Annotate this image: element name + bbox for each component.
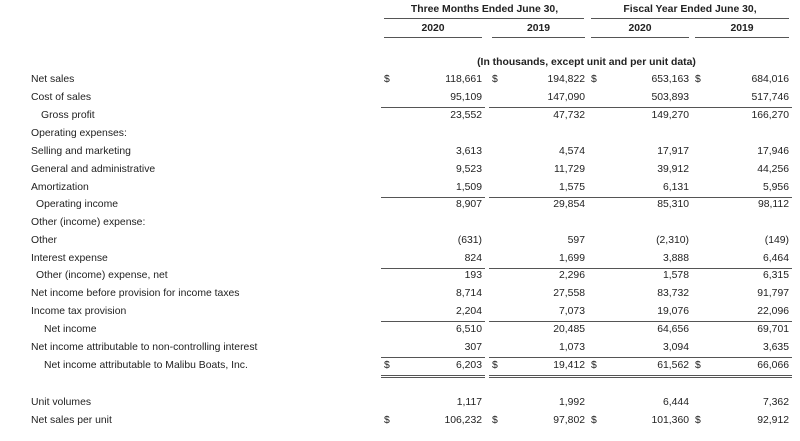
value-cell: [588, 143, 692, 161]
cell-value: 147,090: [547, 92, 585, 103]
value-cell: [381, 394, 485, 412]
cell-value: 101,360: [651, 415, 689, 426]
value-cell: [381, 285, 485, 303]
cell-value: 193: [464, 270, 482, 281]
value-cell: [381, 267, 485, 285]
year-header-fy-2020: 2020: [628, 23, 652, 34]
year-header-3m-2020: 2020: [421, 23, 445, 34]
row-label: Unit volumes: [31, 397, 92, 408]
row-label: Operating income: [36, 199, 119, 210]
cell-value: 9,523: [455, 164, 482, 175]
value-cell: [381, 357, 485, 378]
row-label: Other: [31, 235, 57, 246]
row-label: Net income attributable to Malibu Boats, Inc.: [44, 360, 248, 371]
cell-value: 6,203: [455, 360, 482, 371]
value-cell: [692, 394, 792, 412]
cell-value: 166,270: [751, 110, 789, 121]
cell-value: 85,310: [657, 199, 689, 210]
cell-value: 22,096: [757, 306, 789, 317]
currency-symbol: $: [591, 415, 597, 426]
table-row: [0, 267, 800, 285]
cell-value: 194,822: [547, 74, 585, 85]
value-cell: [692, 321, 792, 339]
cell-value: (149): [764, 235, 789, 246]
cell-value: 1,509: [455, 182, 482, 193]
table-row: [0, 71, 800, 89]
value-cell: [588, 71, 692, 89]
value-cell: [489, 143, 588, 161]
value-cell: [692, 412, 792, 430]
cell-value: 8,714: [455, 288, 482, 299]
cell-value: 6,510: [455, 324, 482, 335]
table-row: [0, 412, 800, 430]
cell-value: 307: [464, 342, 482, 353]
cell-value: 6,131: [662, 182, 689, 193]
table-row: [0, 285, 800, 303]
cell-value: 98,112: [757, 199, 789, 210]
cell-value: 2,204: [455, 306, 482, 317]
header-divider: [591, 18, 789, 19]
value-cell: [381, 321, 485, 339]
value-cell: [692, 339, 792, 358]
value-cell: [588, 267, 692, 285]
value-cell: [692, 303, 792, 322]
currency-symbol: $: [695, 74, 701, 85]
table-row: [0, 125, 800, 143]
value-cell: [489, 232, 588, 250]
value-cell: [588, 89, 692, 108]
cell-value: 7,073: [558, 306, 585, 317]
cell-value: 1,699: [558, 253, 585, 264]
cell-value: 44,256: [757, 164, 789, 175]
cell-value: 3,094: [662, 342, 689, 353]
year-divider: [591, 37, 689, 38]
value-cell: [381, 71, 485, 89]
cell-value: 69,701: [757, 324, 789, 335]
table-row: [0, 196, 800, 214]
value-cell: [692, 267, 792, 285]
cell-value: 3,613: [455, 146, 482, 157]
cell-value: (2,310): [656, 235, 689, 246]
table-row: [0, 179, 800, 197]
table-row: [0, 394, 800, 412]
cell-value: 1,992: [558, 397, 585, 408]
value-cell: [692, 143, 792, 161]
currency-symbol: $: [492, 74, 498, 85]
fiscal-year-header: Fiscal Year Ended June 30,: [623, 4, 757, 15]
cell-value: 83,732: [657, 288, 689, 299]
year-header-3m-2019: 2019: [526, 23, 551, 34]
cell-value: 11,729: [553, 164, 585, 175]
value-cell: [381, 339, 485, 358]
row-label: Selling and marketing: [31, 146, 131, 157]
value-cell: [692, 357, 792, 378]
table-row: [0, 321, 800, 339]
cell-value: 39,912: [657, 164, 689, 175]
value-cell: [381, 161, 485, 179]
value-cell: [381, 303, 485, 322]
cell-value: 2,296: [558, 270, 585, 281]
table-row: [0, 232, 800, 250]
cell-value: 503,893: [651, 92, 689, 103]
cell-value: 17,917: [657, 146, 689, 157]
cell-value: 517,746: [751, 92, 789, 103]
cell-value: 64,656: [657, 324, 689, 335]
cell-value: 27,558: [553, 288, 585, 299]
value-cell: [692, 196, 792, 214]
table-row: [0, 357, 800, 375]
value-cell: [692, 285, 792, 303]
cell-value: 1,578: [662, 270, 689, 281]
value-cell: [489, 161, 588, 179]
value-cell: [489, 107, 588, 125]
value-cell: [588, 339, 692, 358]
value-cell: [692, 161, 792, 179]
cell-value: 684,016: [751, 74, 789, 85]
value-cell: [588, 232, 692, 250]
currency-symbol: $: [384, 74, 390, 85]
value-cell: [489, 89, 588, 108]
currency-symbol: $: [384, 360, 390, 371]
value-cell: [489, 196, 588, 214]
value-cell: [489, 394, 588, 412]
value-cell: [588, 321, 692, 339]
currency-symbol: $: [492, 360, 498, 371]
cell-value: 66,066: [757, 360, 789, 371]
cell-value: 8,907: [455, 199, 482, 210]
cell-value: 47,732: [553, 110, 585, 121]
cell-value: 95,109: [450, 92, 482, 103]
value-cell: [588, 285, 692, 303]
year-header-fy-2019: 2019: [730, 23, 754, 34]
year-divider: [492, 37, 585, 38]
value-cell: [489, 303, 588, 322]
value-cell: [381, 412, 485, 430]
cell-value: 6,464: [762, 253, 789, 264]
cell-value: 92,912: [757, 415, 789, 426]
three-months-header: Three Months Ended June 30,: [410, 4, 559, 15]
cell-value: 97,802: [553, 415, 585, 426]
table-row: [0, 250, 800, 268]
value-cell: [588, 303, 692, 322]
cell-value: 17,946: [757, 146, 789, 157]
cell-value: 149,270: [651, 110, 689, 121]
currency-symbol: $: [492, 415, 498, 426]
row-label: Net income: [44, 324, 97, 335]
cell-value: (631): [457, 235, 482, 246]
cell-value: 7,362: [762, 397, 789, 408]
header-divider: [384, 18, 584, 19]
row-label: Income tax provision: [31, 306, 127, 317]
value-cell: [489, 71, 588, 89]
row-label: General and administrative: [31, 164, 156, 175]
year-divider: [384, 37, 482, 38]
currency-symbol: $: [695, 360, 701, 371]
cell-value: 1,575: [558, 182, 585, 193]
table-row: [0, 161, 800, 179]
currency-symbol: $: [384, 415, 390, 426]
row-label: Gross profit: [41, 110, 95, 121]
cell-value: 3,635: [762, 342, 789, 353]
currency-symbol: $: [591, 360, 597, 371]
table-row: [0, 143, 800, 161]
value-cell: [692, 71, 792, 89]
value-cell: [489, 285, 588, 303]
cell-value: 91,797: [757, 288, 789, 299]
currency-symbol: $: [591, 74, 597, 85]
table-row: [0, 214, 800, 232]
value-cell: [489, 357, 588, 378]
value-cell: [381, 89, 485, 108]
value-cell: [692, 232, 792, 250]
table-row: [0, 303, 800, 321]
cell-value: 23,552: [450, 110, 482, 121]
cell-value: 1,117: [456, 397, 482, 408]
value-cell: [381, 107, 485, 125]
row-label: Net income before provision for income taxes: [31, 288, 240, 299]
cell-value: 20,485: [553, 324, 585, 335]
row-label: Amortization: [31, 182, 89, 193]
year-divider: [695, 37, 789, 38]
currency-symbol: $: [695, 415, 701, 426]
cell-value: 19,076: [657, 306, 689, 317]
table-row: [0, 107, 800, 125]
cell-value: 118,661: [445, 74, 482, 85]
value-cell: [588, 196, 692, 214]
cell-value: 6,444: [662, 397, 689, 408]
units-note: (In thousands, except unit and per unit data): [477, 57, 696, 68]
cell-value: 19,412: [553, 360, 585, 371]
row-label: Net sales per unit: [31, 415, 112, 426]
value-cell: [692, 89, 792, 108]
cell-value: 824: [464, 253, 482, 264]
value-cell: [588, 161, 692, 179]
value-cell: [489, 267, 588, 285]
row-label: Net sales: [31, 74, 75, 85]
cell-value: 29,854: [553, 199, 585, 210]
value-cell: [381, 196, 485, 214]
value-cell: [588, 412, 692, 430]
value-cell: [381, 143, 485, 161]
table-row: [0, 339, 800, 357]
cell-value: 106,232: [444, 415, 482, 426]
cell-value: 1,073: [558, 342, 585, 353]
cell-value: 653,163: [651, 74, 689, 85]
cell-value: 4,574: [558, 146, 585, 157]
value-cell: [588, 394, 692, 412]
value-cell: [588, 107, 692, 125]
row-label: Interest expense: [31, 253, 108, 264]
value-cell: [692, 107, 792, 125]
row-label: Cost of sales: [31, 92, 92, 103]
table-row: [0, 89, 800, 107]
cell-value: 61,562: [657, 360, 689, 371]
row-label: Other (income) expense:: [31, 217, 146, 228]
cell-value: 3,888: [662, 253, 689, 264]
value-cell: [489, 339, 588, 358]
value-cell: [489, 412, 588, 430]
row-label: Net income attributable to non-controlling interest: [31, 342, 258, 353]
row-label: Other (income) expense, net: [36, 270, 168, 281]
value-cell: [381, 232, 485, 250]
value-cell: [588, 357, 692, 378]
cell-value: 6,315: [762, 270, 789, 281]
cell-value: 597: [567, 235, 585, 246]
row-label: Operating expenses:: [31, 128, 127, 139]
cell-value: 5,956: [762, 182, 789, 193]
value-cell: [489, 321, 588, 339]
